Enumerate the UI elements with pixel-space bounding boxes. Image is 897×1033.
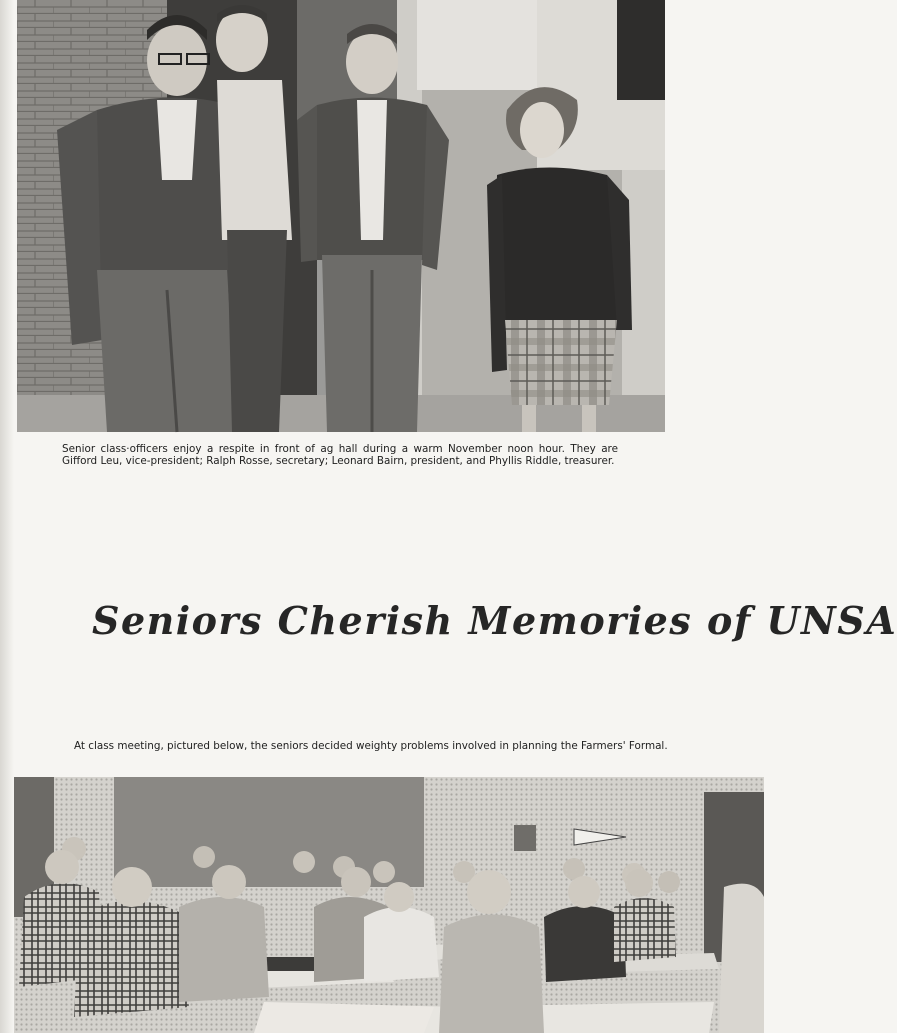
class-officers-photo-art	[17, 0, 665, 432]
top-photo-caption: Senior class·officers enjoy a respite in front of ag hall during a warm November noon hour. They are Gifford Leu, vice-president; Ralph Rosse, secretary; Leonard Bairn, president, and Phyllis Riddle, treasurer.	[62, 443, 618, 467]
class-meeting-photo	[14, 777, 764, 1033]
page-edge-shadow	[0, 0, 14, 1033]
class-officers-photo	[17, 0, 665, 432]
class-meeting-photo-art	[14, 777, 764, 1033]
page-headline: Seniors Cherish Memories of UNSA	[92, 598, 897, 643]
bottom-photo-caption: At class meeting, pictured below, the seniors decided weighty problems involved in planning the Farmers' Formal.	[74, 740, 668, 752]
